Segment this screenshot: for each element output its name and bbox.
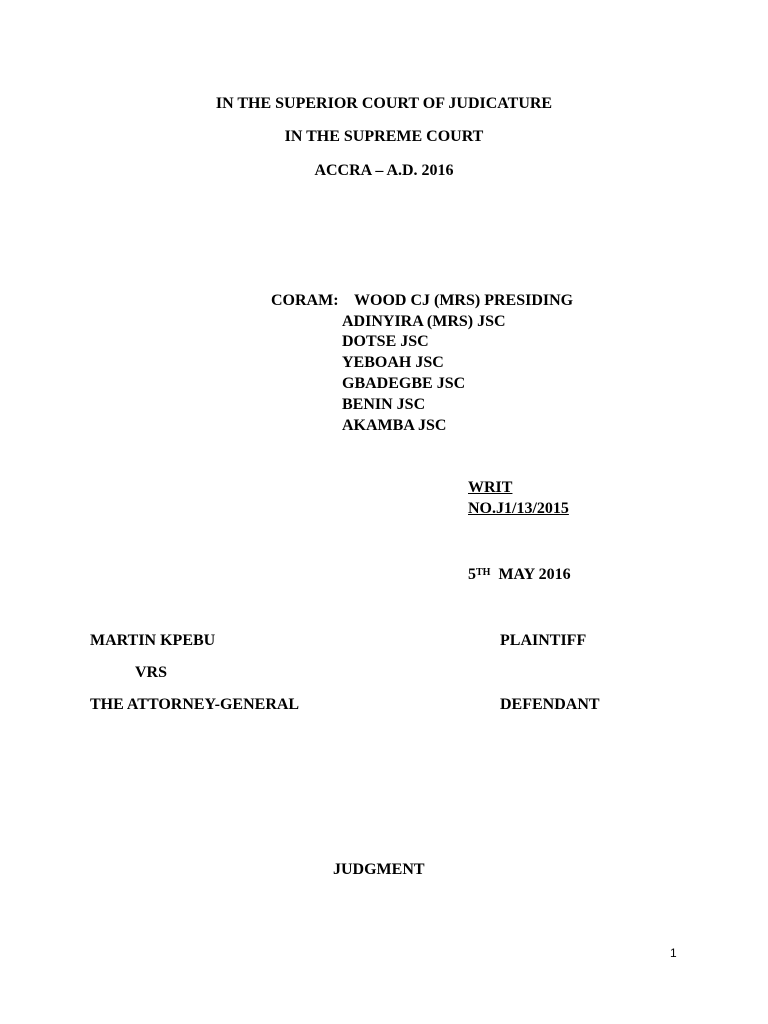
coram-judge-3: DOTSE JSC (342, 333, 429, 350)
date-suffix: TH (476, 567, 491, 578)
coram-judge-7: AKAMBA JSC (342, 417, 447, 434)
plaintiff-name: MARTIN KPEBU (90, 632, 216, 649)
writ-label: WRIT (468, 479, 513, 496)
coram-judge-2: ADINYIRA (MRS) JSC (342, 313, 506, 330)
page-number: 1 (670, 946, 677, 960)
court-heading-superior: IN THE SUPERIOR COURT OF JUDICATURE (215, 95, 553, 112)
versus-label: VRS (135, 664, 168, 681)
defendant-name: THE ATTORNEY-GENERAL (90, 696, 300, 713)
coram-judge-1: WOOD CJ (MRS) PRESIDING (354, 292, 574, 309)
court-heading-location-date: ACCRA – A.D. 2016 (314, 162, 454, 179)
coram-judge-6: BENIN JSC (342, 396, 426, 413)
date-day: 5 (468, 566, 476, 583)
defendant-role: DEFENDANT (500, 696, 600, 713)
document-title: JUDGMENT (333, 861, 425, 878)
court-heading-supreme: IN THE SUPREME COURT (284, 128, 484, 145)
judgment-date (468, 565, 571, 585)
coram-judge-5: GBADEGBE JSC (342, 375, 466, 392)
writ-number: NO.J1/13/2015 (468, 500, 569, 517)
date-month-year: MAY 2016 (498, 566, 571, 583)
coram-label: CORAM: (271, 292, 339, 309)
plaintiff-role: PLAINTIFF (500, 632, 587, 649)
coram-judge-4: YEBOAH JSC (342, 354, 444, 371)
